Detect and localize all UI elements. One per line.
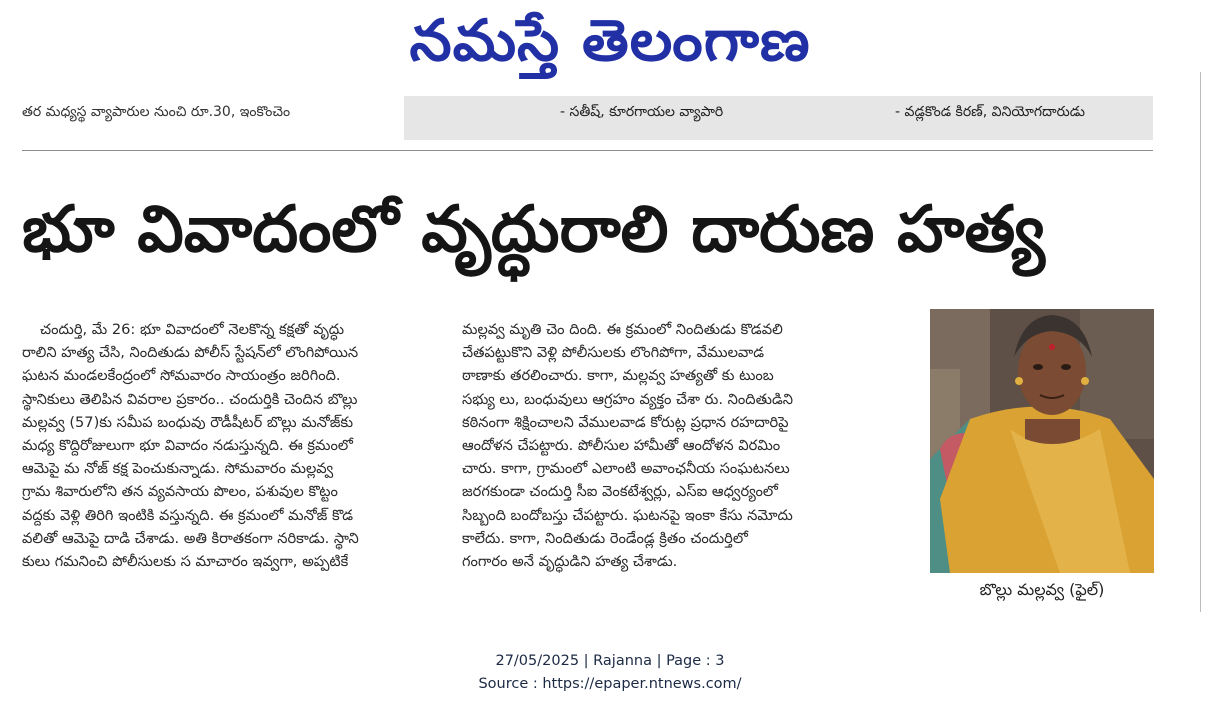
article-column-1 bbox=[22, 318, 440, 573]
section-divider bbox=[22, 150, 1153, 151]
quote-attribution-vendor: - సతీష్, కూరగాయల వ్యాపారి bbox=[560, 104, 724, 120]
body-line: చారు. కాగా, గ్రామంలో ఎలాంటి అవాంఛనీయ సంఘటనలు bbox=[462, 460, 790, 478]
body-line: మల్లవ్వ (57)కు సమీప బంధువు రౌడీషీటర్ బొల్లు మనోజ్‌కు bbox=[22, 413, 354, 431]
body-line: ఠాణాకు తరలించారు. కాగా, మల్లవ్వ హత్యతో కు టుంబ bbox=[462, 367, 774, 385]
photo-caption: బొల్లు మల్లవ్వ (ఫైల్) bbox=[979, 580, 1105, 599]
footer-source-link[interactable]: Source : https://epaper.ntnews.com/ bbox=[478, 676, 742, 692]
body-line: ఆందోళన చేపట్టారు. పోలీసుల హామీతో ఆందోళన విరమిం bbox=[462, 437, 781, 455]
portrait-illustration bbox=[930, 309, 1154, 573]
body-line: ఘటన మండలకేంద్రంలో సోమవారం సాయంత్రం జరిగింది. bbox=[22, 367, 341, 385]
victim-photo bbox=[930, 309, 1154, 573]
body-line: కులు గమనించి పోలీసులకు స మాచారం ఇవ్వగా, అప్పటికే bbox=[22, 553, 349, 571]
body-line: రాలిని హత్య చేసి, నిందితుడు పోలీస్ స్టేషన్‌లో లొంగిపోయిన bbox=[22, 344, 359, 362]
quote-attribution-consumer: - వడ్లకొండ కిరణ్, వినియోగదారుడు bbox=[895, 104, 1085, 120]
body-line: గంగారం అనే వృద్ధుడిని హత్య చేశాడు. bbox=[462, 553, 678, 571]
body-line: వలితో ఆమెపై దాడి చేశాడు. అతి కిరాతకంగా నరికాడు. స్థాని bbox=[22, 529, 359, 547]
body-line: గ్రామ శివారులోని తన వ్యవసాయ పొలం, పశువుల కొట్టం bbox=[22, 483, 338, 501]
article-column-2 bbox=[462, 318, 892, 573]
article-headline: భూ వివాదంలో వృద్ధురాలి దారుణ హత్య bbox=[22, 193, 1045, 267]
body-line: వద్దకు వెళ్లి తిరిగి ఇంటికి వస్తున్నది. ఈ క్రమంలో మనోజ్ కొడ bbox=[22, 506, 354, 524]
body-line: చేతపట్టుకొని వెళ్లి పోలీసులకు లొంగిపోగా, వేములవాడ bbox=[462, 344, 765, 362]
body-line: సభ్యు లు, బంధువులు ఆగ్రహం వ్యక్తం చేశా రు. నిందితుడిని bbox=[462, 390, 794, 408]
body-line: ఆమెపై మ నోజ్ కక్ష పెంచుకున్నాడు. సోమవారం మల్లవ్వ bbox=[22, 460, 334, 478]
body-line: సిబ్బంది బందోబస్తు చేపట్టారు. ఘటనపై ఇంకా కేసు నమోదు bbox=[462, 506, 793, 524]
body-line: మధ్య కొద్దిరోజులుగా భూ వివాదం నడుస్తున్నది. ఈ క్రమంలో bbox=[22, 437, 353, 455]
body-line: స్థానికులు తెలిపిన వివరాల ప్రకారం.. చందుర్తికి చెందిన బొల్లు bbox=[22, 390, 358, 408]
body-line: చందుర్తి, మే 26: భూ వివాదంలో నెలకొన్న కక్షతో వృద్ధు bbox=[40, 321, 345, 338]
body-line: జరగకుండా చందుర్తి సీఐ వెంకటేశ్వర్లు, ఎస్ఐ ఆధ్వర్యంలో bbox=[462, 483, 778, 501]
right-column-rule bbox=[1200, 72, 1201, 612]
body-line: మల్లవ్వ మృతి చెం దింది. ఈ క్రమంలో నిందితుడు కొడవలి bbox=[462, 321, 783, 338]
footer-edition-info: 27/05/2025 | Rajanna | Page : 3 bbox=[495, 653, 725, 669]
masthead-logo: నమస్తే తెలంగాణ bbox=[409, 7, 811, 75]
body-line: కఠినంగా శిక్షించాలని వేములవాడ కోరుట్ల ప్రధాన రహదారిపై bbox=[462, 413, 789, 431]
body-line: కాలేదు. కాగా, నిందితుడు రెండేండ్ల క్రితం చందుర్తిలో bbox=[462, 529, 748, 547]
previous-article-snippet: తర మధ్యస్థ వ్యాపారుల నుంచి రూ.30, ఇంకొంచెం bbox=[22, 104, 291, 120]
